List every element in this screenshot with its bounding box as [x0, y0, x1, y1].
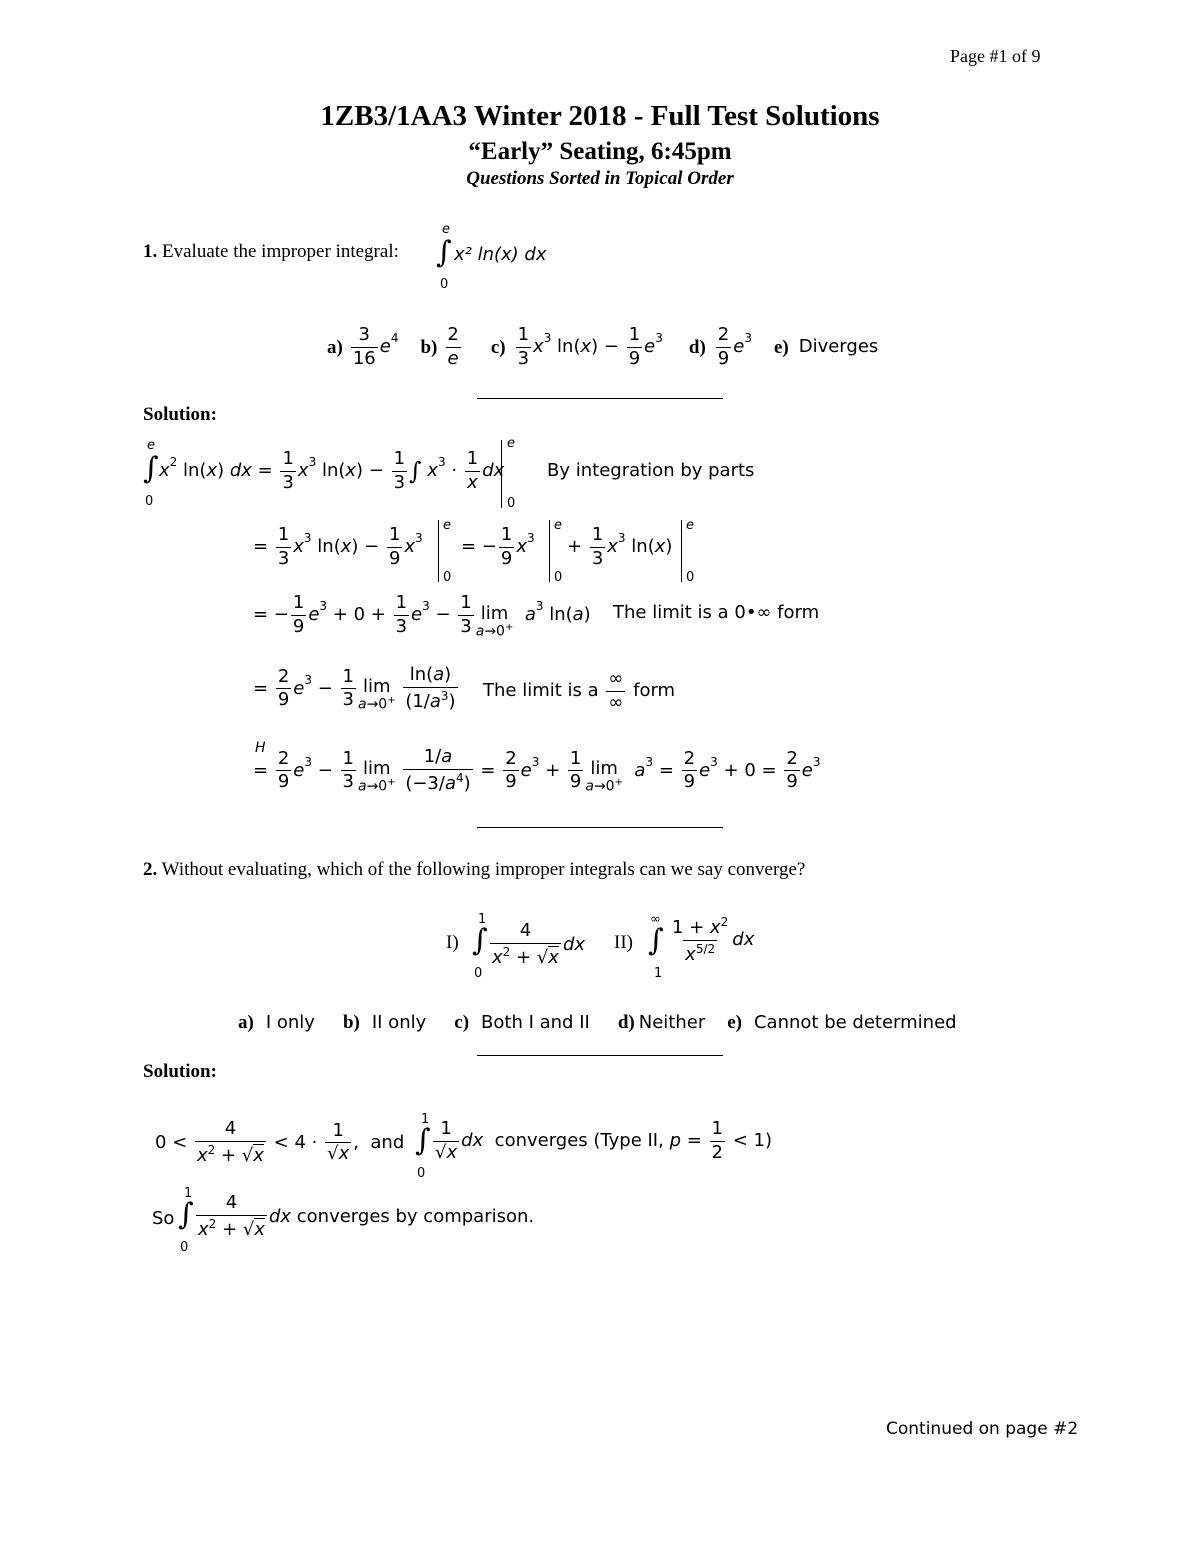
q2-solution-line-2: So 1 ∫ 0 $\frac{4}{x^2 + √x}$ dx converges by comparison. — [152, 1186, 535, 1255]
q1-number: 1. — [143, 241, 158, 262]
q1-lower-limit: 0 — [440, 277, 449, 292]
q2-prompt — [143, 859, 805, 881]
q2-solution-line-1: 0 < $\frac{4}{x^2 + √x}$ < 4 · $\frac{1}{√x}$ , and 1 ∫ 0 $\frac{1}{√x}$ dx converges (Type II, p = $\frac{1}{2}$ < 1) — [155, 1112, 772, 1181]
q1-choice-b: $\frac{2}{e}$ — [447, 324, 459, 369]
note-integration-by-parts: By integration by parts — [547, 460, 755, 481]
integral-sign-icon: ∫ — [143, 451, 159, 486]
q1-choices: a) $\frac{3}{16}$ e 4 b) $\frac{2}{e}$ c) $\frac{1}{3}$ x 3 ln( x ) − $\frac{1}{9}$ e 3 d) $\frac{2}{9}$ e 3 e) Diverges — [327, 324, 879, 369]
integral-sign-icon: ∫ — [648, 923, 664, 958]
q2-choice-b: II only — [371, 1012, 427, 1033]
solution-line-1: e ∫ 0 x 2 ln( x ) dx = $\frac{1}{3}$ x 3 ln( x ) − $\frac{1}{3}$ ∫ x 3 · $\frac{1}{x}$ dx e 0 By integration by parts — [143, 436, 755, 511]
converges-text: converges (Type II, — [494, 1130, 664, 1152]
q1-choice-e-letter: e) — [773, 336, 789, 358]
q2-solution-label: Solution: — [143, 1061, 217, 1082]
integral-sign-icon: ∫ — [472, 923, 488, 958]
q1-prompt — [143, 241, 399, 263]
integral-sign-icon: ∫ — [436, 235, 452, 270]
note-limit-infinity-pre: The limit is a — [483, 680, 599, 702]
conclusion-text: converges by comparison. — [296, 1205, 535, 1227]
separator-line — [477, 398, 723, 399]
seating-subtitle: “Early” Seating, 6:45pm — [468, 138, 732, 165]
separator-line — [477, 827, 723, 828]
integral-sign-icon: ∫ — [415, 1123, 431, 1158]
infinity-over-infinity-icon: $\frac{\infty}{\infty}$ — [608, 668, 624, 713]
q2-number: 2. — [143, 859, 158, 880]
and-word: and — [370, 1131, 405, 1153]
q1-choice-a-letter: a) — [327, 336, 343, 358]
integral-sign-icon: ∫ — [178, 1197, 194, 1232]
q1-choice-a: $\frac{3}{16}$ — [352, 324, 376, 369]
q2-choice-e-letter: e) — [727, 1012, 742, 1033]
q2-choice-b-letter: b) — [342, 1012, 360, 1033]
q2-choices — [238, 1012, 957, 1034]
q1-choice-e: Diverges — [798, 336, 879, 358]
q2-choice-d: Neither — [638, 1012, 706, 1033]
page-number: Page #1 of 9 — [950, 46, 1041, 66]
integral-label-2: II) — [614, 932, 633, 953]
separator-line — [477, 1055, 723, 1056]
solution-line-2: = $\frac{1}{3}$ x 3 ln( x ) − $\frac{1}{9}$ x 3 e 0 = − $\frac{1}{9}$ x 3 e 0 + $\frac{1}{3}$ x 3 ln( x ) e 0 — [253, 518, 695, 585]
note-limit-infinity-post: form — [633, 680, 676, 702]
q1-choice-c-letter: c) — [490, 336, 506, 358]
q2-choice-c-letter: c) — [454, 1012, 470, 1033]
solution-line-5: H = $\frac{2}{9}$ e 3 − $\frac{1}{3}$ lim a→0+ $\frac{1/a}{(-3/a^4)}$ = $\frac{2}{9}$ e 3 + $\frac{1}{9}$ lim a→0+ a 3 = $\frac{2}{9}$ e 3 + 0 = $\frac{2}{9}$ e 3 — [253, 740, 821, 795]
page-title: 1ZB3/1AA3 Winter 2018 - Full Test Solutions — [320, 100, 880, 132]
q2-choice-c: Both I and II — [481, 1012, 590, 1033]
so-word: So — [152, 1208, 175, 1229]
note-limit-0-infinity: The limit is a 0•∞ form — [613, 602, 820, 623]
q1-solution-label: Solution: — [143, 404, 217, 425]
q1-prompt-text: Evaluate the improper integral: — [162, 241, 399, 262]
q1-choice-d-letter: d) — [688, 336, 706, 358]
q1-choice-c: $\frac{1}{3}$ — [517, 324, 530, 369]
q2-choice-e: Cannot be determined — [753, 1012, 957, 1033]
solution-line-4: = $\frac{2}{9}$ e 3 − $\frac{1}{3}$ lim a→0+ $\frac{\ln(a)}{(1/a^3)}$ The limit is a $\frac{\infty}{\infty}$ form — [253, 664, 676, 713]
sort-note: Questions Sorted in Topical Order — [466, 168, 734, 189]
q1-choice-d: $\frac{2}{9}$ — [717, 324, 730, 369]
integral-label-1: I) — [446, 932, 459, 953]
solution-line-3: = − $\frac{1}{9}$ e 3 + 0 + $\frac{1}{3}$ e 3 − $\frac{1}{3}$ lim a→0+ a 3 ln( a ) The limit is a 0•∞ form — [253, 592, 820, 640]
q1-integrand: x² ln(x) dx — [454, 244, 547, 265]
q1-upper-limit: e — [442, 222, 450, 237]
q2-choice-d-letter: d) — [617, 1012, 635, 1033]
q2-choice-a-letter: a) — [238, 1012, 254, 1033]
continued-note: Continued on page #2 — [886, 1419, 1079, 1439]
q2-choice-a: I only — [265, 1012, 315, 1033]
q1-choice-b-letter: b) — [420, 336, 438, 358]
q2-prompt-text: Without evaluating, which of the following improper integrals can we say converge? — [161, 859, 806, 880]
q2-integrals: I) 1 ∫ 0 $\frac{4}{x^2 + √x}$ dx II) ∞ ∫ 1 $\frac{1 + x^2}{x^{5/2}}$ dx — [446, 912, 755, 981]
